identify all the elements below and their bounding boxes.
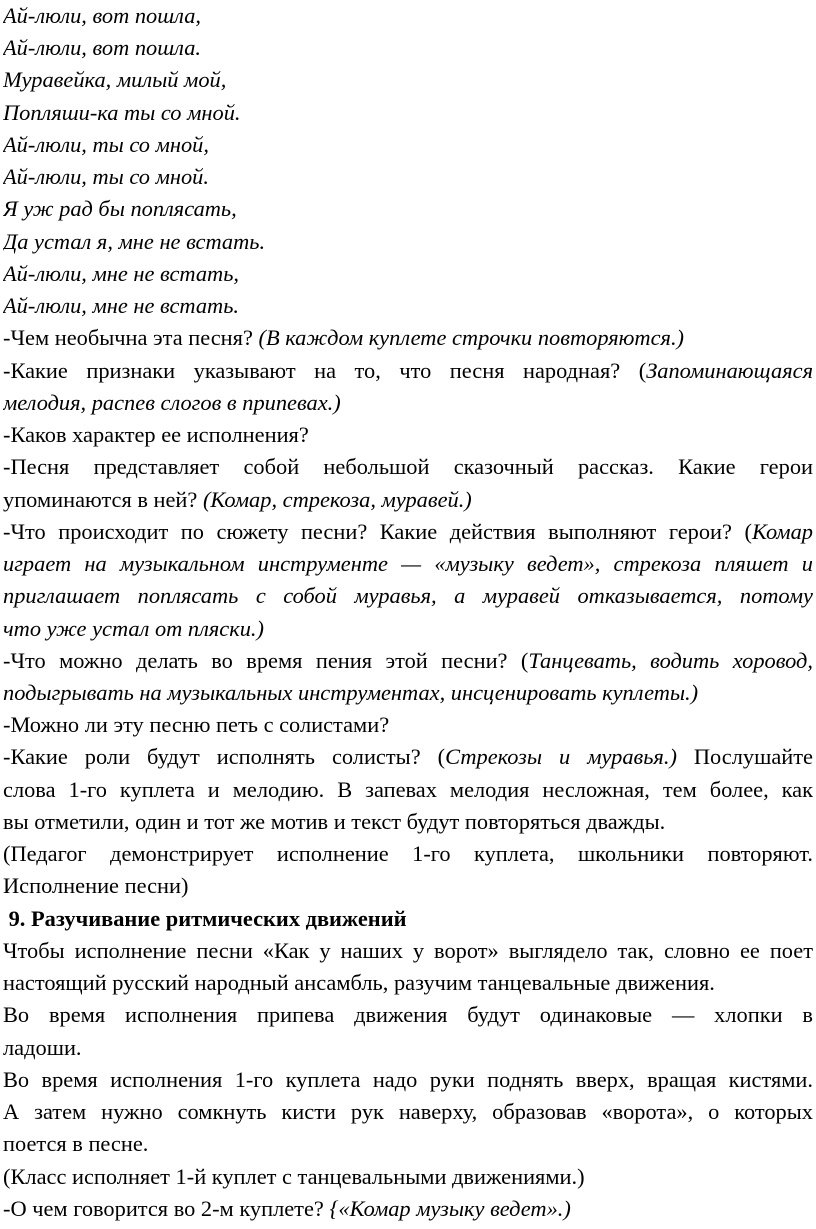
question-line bbox=[3, 484, 813, 516]
paragraph-line: Чтобы исполнение песни «Как у наших у ворот» выглядело так, словно ее поет bbox=[3, 937, 813, 963]
question-line bbox=[3, 741, 813, 773]
question-text: упоминаются в ней? bbox=[3, 486, 203, 512]
poem-line: Я уж рад бы поплясать, bbox=[3, 196, 237, 222]
paragraph-line: Во время исполнения припева движения будут одинаковые — хлопки в bbox=[3, 1002, 813, 1028]
poem-line: Попляши-ка ты со мной. bbox=[3, 99, 241, 125]
question-text: -О чем говорится во 2-м куплете? bbox=[3, 1195, 330, 1221]
paragraph-line: (Класс исполняет 1-й куплет с танцевальными движениями.) bbox=[3, 1163, 585, 1189]
paragraph-line: А затем нужно сомкнуть кисти рук наверху, образовав «ворота», о которых bbox=[3, 1099, 813, 1125]
answer-line: что уже устал от пляски.) bbox=[3, 615, 264, 641]
poem-line: Ай-люли, мне не встать, bbox=[3, 260, 240, 286]
answer-text: Запоминающаяся bbox=[646, 357, 813, 383]
question-line bbox=[3, 1193, 813, 1225]
question-line: -Песня представляет собой небольшой сказочный рассказ. Какие герои bbox=[3, 454, 813, 480]
paragraph-line: настоящий русский народный ансамбль, разучим танцевальные движения. bbox=[3, 970, 715, 996]
answer-line: подыгрывать на музыкальных инструментах, инсценировать куплеты.) bbox=[3, 679, 699, 705]
paragraph-line: Во время исполнения 1-го куплета надо руки поднять вверх, вращая кистями. bbox=[3, 1066, 813, 1092]
answer-line: мелодия, распев слогов в припевах.) bbox=[3, 389, 341, 415]
answer-line: играет на музыкальном инструменте — «музыку ведет», стрекоза пляшет и bbox=[3, 551, 813, 577]
answer-text: {«Комар музыку ведет».) bbox=[329, 1195, 571, 1221]
poem-line: Ай-люли, мне не встать. bbox=[3, 293, 240, 319]
question-line: -Каков характер ее исполнения? bbox=[3, 422, 309, 448]
question-line bbox=[3, 645, 813, 677]
paragraph-line: слова 1-го куплета и мелодию. В запевах мелодия несложная, тем более, как bbox=[3, 776, 813, 802]
answer-line: приглашает поплясать с собой муравья, а муравей отказывается, потому bbox=[3, 583, 813, 609]
teacher-note-line: Исполнение песни) bbox=[3, 873, 189, 899]
question-text: -Чем необычна эта песня? bbox=[3, 325, 259, 351]
section-heading: 9. Разучивание ритмических движений bbox=[3, 905, 407, 931]
poem-line: Муравейка, милый мой, bbox=[3, 67, 227, 93]
teacher-note-line: (Педагог демонстрирует исполнение 1-го куплета, школьники повторяют. bbox=[3, 841, 813, 867]
answer-text: (В каждом куплете строчки повторяются.) bbox=[258, 325, 684, 351]
question-text: -Что происходит по сюжету песни? Какие действия выполняют герои? ( bbox=[3, 518, 752, 544]
poem-line: Ай-люли, ты со мной. bbox=[3, 164, 209, 190]
question-text: -Какие роли будут исполнять солисты? ( bbox=[3, 744, 446, 770]
question-text: -Какие признаки указывают на то, что песня народная? ( bbox=[3, 357, 647, 383]
paragraph-line: поется в песне. bbox=[3, 1131, 149, 1157]
poem-line: Да устал я, мне не встать. bbox=[3, 228, 266, 254]
question-line: -Можно ли эту песню петь с солистами? bbox=[3, 712, 390, 738]
question-text: -Что можно делать во время пения этой песни? ( bbox=[3, 647, 529, 673]
question-text: Послушайте bbox=[676, 744, 813, 770]
poem-line: Ай-люли, вот пошла. bbox=[3, 35, 201, 61]
question-line bbox=[3, 355, 813, 387]
paragraph-line: вы отметили, один и тот же мотив и текст будут повторяться дважды. bbox=[3, 808, 666, 834]
question-line bbox=[3, 322, 813, 354]
answer-text: Стрекозы и муравья.) bbox=[445, 744, 677, 770]
answer-text: Танцевать, водить хоровод, bbox=[528, 647, 813, 673]
paragraph-line: ладоши. bbox=[3, 1034, 82, 1060]
poem-line: Ай-люли, вот пошла, bbox=[3, 3, 201, 28]
answer-text: Комар bbox=[751, 518, 813, 544]
answer-text: (Комар, стрекоза, муравей.) bbox=[202, 486, 472, 512]
poem-line: Ай-люли, ты со мной, bbox=[3, 131, 209, 157]
question-line bbox=[3, 516, 813, 548]
